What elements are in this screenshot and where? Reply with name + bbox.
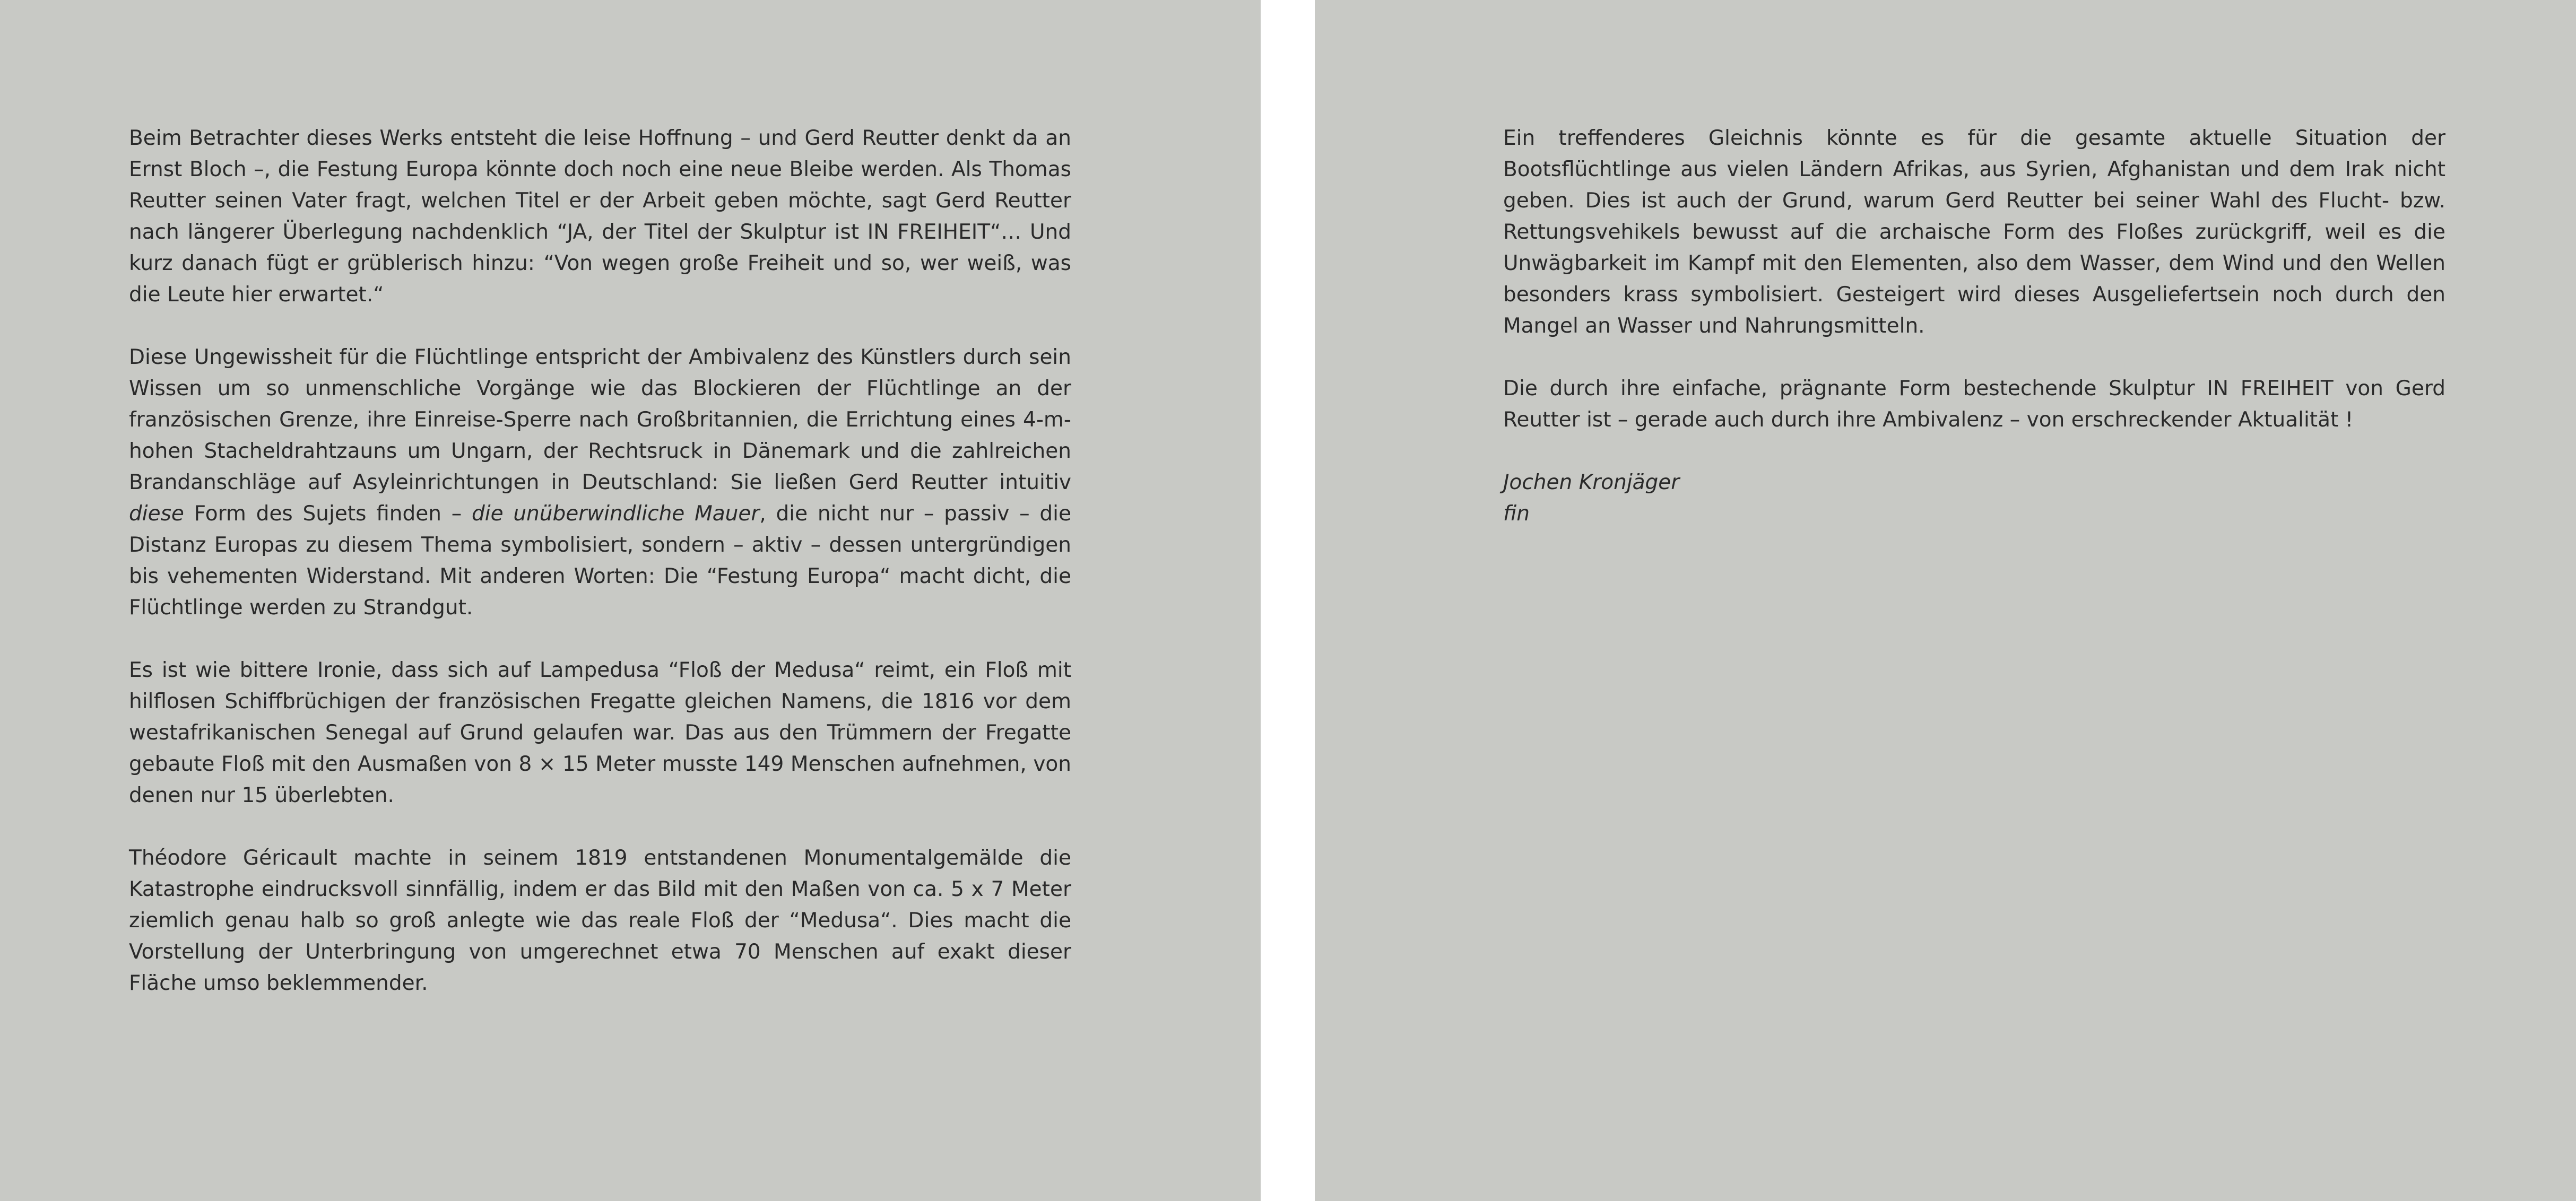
left-paragraph-4: Théodore Géricault machte in seinem 1819 entstandenen Monumentalgemälde die Katastrophe eindrucksvoll sinnfällig, indem er das Bild mit den Maßen von ca. 5 x 7 Meter ziemlich genau halb so groß anlegte wie das reale Floß der “Medusa“. Dies macht die Vorstellung der Unterbringung von umgerechnet etwa 70 Menschen auf exakt dieser Fläche umso beklemmender.: [129, 846, 1071, 995]
right-paragraph-1: Ein treffenderes Gleichnis könnte es für die gesamte aktuelle Situation der Bootsflüchtlinge aus vielen Ländern Afrikas, aus Syrien, Afghanistan und dem Irak nicht geben. Dies ist auch der Grund, warum Gerd Reutter bei seiner Wahl des Flucht- bzw. Rettungsvehikels bewusst auf die archaische Form des Floßes zurückgriff, weil es die Unwägbarkeit im Kampf mit den Elementen, also dem Wasser, dem Wind und den Wellen besonders krass symbolisiert. Gesteigert wird dieses Ausgeliefertsein noch durch den Mangel an Wasser und Nahrungsmitteln.: [1503, 126, 2445, 338]
left-paragraph-2-part-c: , die nicht nur – passiv – die Distanz Europas zu diesem Thema symbolisiert, sondern – aktiv – dessen untergründigen bis vehementen Widerstand. Mit anderen Worten: Die “Festung Europa“ macht dicht, die Flüchtlinge werden zu Strandgut.: [129, 502, 1071, 620]
left-paragraph-2-emphasis-2: die unüberwindliche Mauer: [471, 502, 760, 526]
left-paragraph-2-part-b: Form des Sujets finden –: [184, 502, 472, 526]
closing-word: fin: [1503, 502, 1530, 526]
left-paragraph-2-part-a: Diese Ungewissheit für die Flüchtlinge entspricht der Ambivalenz des Künstlers durch sein Wissen um so unmenschliche Vorgänge wie das Blockieren der Flüchtlinge an der französischen Grenze, ihre Einreise-Sperre nach Großbritannien, die Errichtung eines 4-m-hohen Stacheldrahtzauns um Ungarn, der Rechtsruck in Dänemark und die zahlreichen Brandanschläge auf Asyleinrichtungen in Deutschland: Sie ließen Gerd Reutter intuitiv: [129, 345, 1071, 494]
author-name: Jochen Kronjäger: [1503, 471, 1680, 494]
left-paragraph-2: [129, 342, 1071, 623]
right-text-column: [1503, 123, 2445, 529]
right-paragraph-2: Die durch ihre einfache, prägnante Form bestechende Skulptur IN FREIHEIT von Gerd Reutter ist – gerade auch durch ihre Ambivalenz – von erschreckender Aktualität !: [1503, 377, 2445, 432]
left-paragraph-3: Es ist wie bittere Ironie, dass sich auf Lampedusa “Floß der Medusa“ reimt, ein Floß mit hilflosen Schiffbrüchigen der französischen Fregatte gleichen Namens, die 1816 vor dem westafrikanischen Senegal auf Grund gelaufen war. Das aus den Trümmern der Fregatte gebaute Floß mit den Ausmaßen von 8 × 15 Meter musste 149 Menschen aufnehmen, von denen nur 15 überlebten.: [129, 658, 1071, 807]
left-page: [0, 0, 1261, 1201]
right-page: [1315, 0, 2576, 1201]
left-paragraph-1: Beim Betrachter dieses Werks entsteht die leise Hoffnung – und Gerd Reutter denkt da an Ernst Bloch –, die Festung Europa könnte doch noch eine neue Bleibe werden. Als Thomas Reutter seinen Vater fragt, welchen Titel er der Arbeit geben möchte, sagt Gerd Reutter nach längerer Überlegung nachdenklich “JA, der Titel der Skulptur ist IN FREIHEIT“… Und kurz danach fügt er grüblerisch hinzu: “Von wegen große Freiheit und so, wer weiß, was die Leute hier erwartet.“: [129, 126, 1071, 307]
author-signature: [1503, 467, 2445, 529]
left-paragraph-2-emphasis-1: diese: [129, 502, 184, 526]
left-text-column: [129, 123, 1071, 1030]
